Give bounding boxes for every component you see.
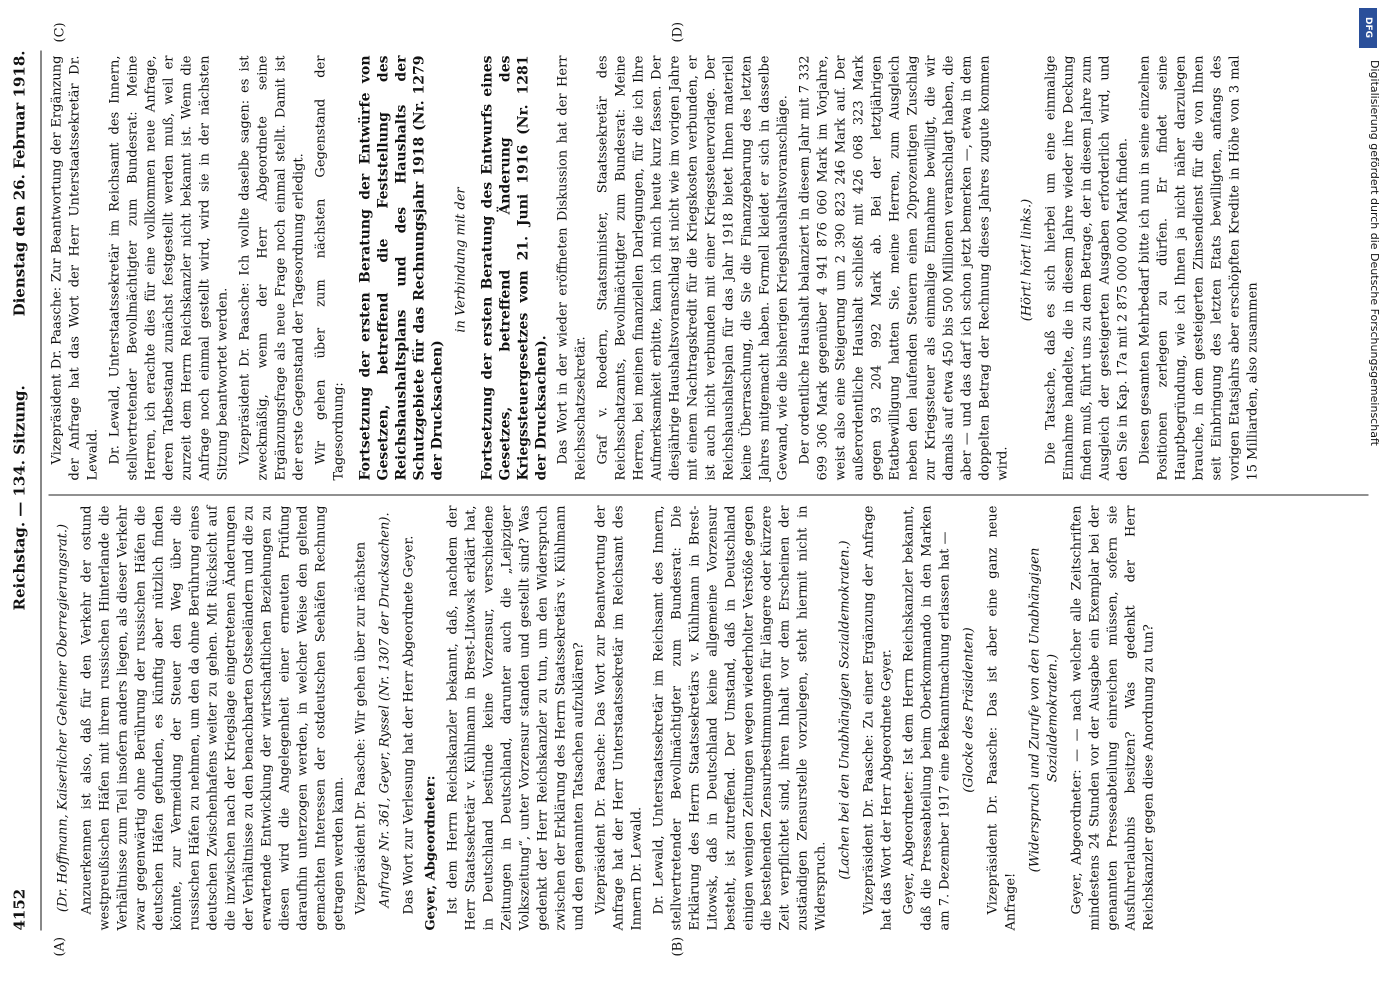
paragraph: Das Wort zur Verlesung hat der Herr Abgeordnete Geyer. — [401, 535, 416, 914]
paragraph: Geyer, Abgeordneter: — — nach welcher alle Zeitschriften mindestens 24 Stunden vor der Ausgabe ein Exemplar bei der genannten Presseabteilung einreichen müssen, sofern sie Ausfuhrerlaubnis besitzen? Was gedenkt der Herr Reichskanzler gegen diese Anordnung zu tun? — [1069, 505, 1156, 930]
agenda-heading: Fortsetzung der ersten Beratung des Entwurfs eines Gesetzes, betreffend Änderung des Kriegssteuergesetzes vom 21. Juni 1916 (Nr. 1281 der Drucksachen). — [479, 55, 549, 480]
paragraph: Vizepräsident Dr. Paasche: Das Wort zur Beantwortung der Anfrage hat der Herr Unterstaatssekretär im Reichsamt des Innern Dr. Lewald. — [593, 505, 644, 930]
paragraph: Ist dem Herrn Reichskanzler bekannt, daß, nachdem der Herr Staatssekretär v. Kühlmann in Brest-Litowsk erklärt hat, in Deutschland bestünde keine Vorzensur, verschiedene Zeitungen in Deutschland, darunter auch die „Leipziger Volkszeitung“, unter Vorzensur standen und gestellt sind? Was gedenkt der Herr Reichskanzler zu tun, um den Widerspruch zwischen der Erklärung des Herrn Staatssekretärs v. Kühlmann und den genannten Tatsachen aufzuklären? — [445, 505, 586, 930]
header-date: Dienstag den 26. Februar 1918. — [10, 50, 28, 316]
paragraph: Vizepräsident Dr. Paasche: Das ist aber eine ganz neue Anfrage! — [985, 505, 1018, 930]
right-column — [48, 55, 1266, 480]
digitization-notice: Digitalisierung gefördert durch die Deutsche Forschungsgemeinschaft — [1368, 60, 1381, 446]
page-header — [0, 50, 41, 930]
speaker-continuation: (Dr. Hoffmann, Kaiserlicher Geheimer Oberregierungsrat.) — [55, 523, 70, 912]
paragraph: Vizepräsident Dr. Paasche: Zur Beantwortung der Ergänzung der Anfrage hat das Wort der Herr Unterstaatssekretär Dr. Lewald. — [49, 55, 100, 480]
margin-marker-b: (B) — [670, 936, 685, 956]
margin-marker-a: (A) — [52, 936, 67, 956]
paragraph: Vizepräsident Dr. Paasche: Ich wollte daselbe sagen: es ist zweckmäßig, wenn der Herr Abgeordnete seine Ergänzungsfrage als neue Frage noch einmal stellt. Damit ist der erste Gegenstand der Tagesordnung erledigt. — [237, 55, 306, 480]
paragraph: Graf v. Roedern, Staatsminister, Staatssekretär des Reichsschatzamts, Bevollmächtigter zum Bundesrat: Meine Herren, bei meinen finanziellen Darlegungen, für die ich Ihre Aufmerksamkeit erbitte, kann ich mich heute kurz fassen. Der diesjährige Haushaltsvoranschlag ist nicht wie im vorigen Jahre mit einem Nachtragskredit für die Kriegskosten verbunden, er ist auch nicht verbunden mit einer Kriegssteuervorlage. Der Reichshaushaltsplan für das Jahr 1918 bietet Ihnen materiell keine Überraschung, die Sie die Finanzgebarung des letzten Jahres mitgemacht haben. Formell kleidet er sich in dasselbe Gewand, wie die bisherigen Kriegshaushaltsvoranschläge. — [595, 55, 790, 480]
paragraph: Wir gehen über zum nächsten Gegenstand der Tagesordnung: — [313, 55, 346, 480]
interjection: (Glocke des Präsidenten) — [961, 626, 976, 793]
paragraph: Diesen gesamten Mehrbedarf bitte ich nun in seine einzelnen Positionen zerlegen zu dürfen. Er findet seine Hauptbegründung, wie ich Ihnen ja nicht näher darzulegen brauche, in dem gesteigerten Zinsendienst für die von Ihnen seit Einbringung des letzten Etats bewilligten, anfangs des vorigen Etatsjahrs aber erschöpften Kredite in Höhe von 3 mal 15 Milliarden, also zusammen — [1137, 55, 1260, 480]
paragraph: Die Tatsache, daß es sich hierbei um eine einmalige Einnahme handelte, die in diesem Jahre wieder ihre Deckung finden muß, führt uns zu dem Betrage, der in diesem Jahre zum Ausgleich der gesteigerten Ausgaben erforderlich wird, und den Sie in Kap. 17a mit 2 875 000 000 Mark finden. — [1043, 55, 1130, 480]
paragraph: Dr. Lewald, Unterstaatssekretär im Reichsamt des Innern, stellvertretender Bevollmächtigter zum Bundesrat: Die Erklärung des Herrn Staatssekretärs v. Kühlmann in Brest-Litowsk, daß in Deutschland keine allgemeine Vorzensur besteht, ist zutreffend. Der Umstand, daß in Deutschland einigen wenigen Zeitungen wegen wiederholter Verstöße gegen die bestehenden Zensurbestimmungen für längere oder kürzere Zeit verpflichtet sind, ihren Inhalt vor dem Erscheinen der zuständigen Zensurstelle vorzulegen, steht hiermit nicht in Widerspruch. — [651, 505, 828, 930]
paragraph: Geyer, Abgeordneter: Ist dem Herrn Reichskanzler bekannt, daß die Presseabteilung beim Oberkommando in den Marken am 7. Dezember 1917 eine Bekanntmachung erlassen hat — — [901, 505, 952, 930]
column-divider — [48, 494, 1368, 495]
margin-marker-c: (C) — [52, 21, 67, 42]
page-number: 4152 — [10, 888, 28, 930]
paragraph: Anzuerkennen ist also, daß für den Verkehr der ostund westpreußischen Häfen mit ihrem russischen Hinterlande die Verhältnisse zum Teil insofern anders liegen, als dieser Verkehr zwar gegenwärtig ohne Berührung der russischen Häfen die deutschen Häfen gefunden, es künftig aber nützlich finden könnte, zur Vermeidung der Steuer den Weg über die russischen Häfen zu nehmen, um den da ohne Berührung eines deutschen Zwischenhafens weiter zu gehen. Mit Rücksicht auf die inzwischen nach der Kriegslage eingetretenen Änderungen der Verhältnisse zu den benachbarten Ostseeländern und die zu erwartende Entwicklung der wirtschaftlichen Beziehungen zu diesen wird die Angelegenheit einer erneuten Prüfung daraufhin unterzogen werden, in welcher Weise den geltend gemachten Interessen der ostdeutschen Seehäfen Rechnung getragen werden kann. — [79, 505, 346, 930]
paragraph: Das Wort in der wieder eröffneten Diskussion hat der Herr Reichsschatzsekretär. — [555, 55, 588, 480]
left-column — [48, 505, 1162, 930]
paragraph: Dr. Lewald, Unterstaatssekretär im Reichsamt des Innern, stellvertretender Bevollmächtigter zum Bundesrat: Meine Herren, ich erachte dies für eine vollkommen neue Anfrage, deren Tatbestand zunächst festgestellt werden muß, weil er zurzeit dem Herrn Reichskanzler nicht bekannt ist. Wenn die Anfrage noch einmal gestellt wird, wird sie in der nächsten Sitzung beantwortet werden. — [107, 55, 230, 480]
interjection: (Lachen bei den Unabhängigen Sozialdemokraten.) — [837, 539, 852, 880]
interjection: (Widerspruch und Zurufe von den Unabhängigen Sozialdemokraten.) — [1027, 547, 1060, 872]
margin-marker-d: (D) — [670, 21, 685, 42]
interjection: (Hört! hört! links.) — [1019, 198, 1034, 321]
speaker-line: Geyer, Abgeordneter: — [423, 775, 438, 930]
paragraph: Vizepräsident Dr. Paasche: Zu einer Ergänzung der Anfrage hat das Wort der Herr Abgeordnete Geyer. — [861, 505, 894, 930]
connector-line: in Verbindung mit der — [453, 186, 468, 333]
header-title: Reichstag. — 134. Sitzung. — [10, 384, 28, 610]
paragraph: Der ordentliche Haushalt balanziert in diesem Jahr mit 7 332 699 306 Mark gegenüber 4 941 876 060 Mark im Vorjahre, weist also eine Steigerung um 2 390 823 246 Mark auf. Der außerordentliche Haushalt schließt mit 426 068 323 Mark gegen 93 204 992 Mark ab. Bei der letztjährigen Etatbewilligung hatten Sie, meine Herren, zum Ausgleich neben den laufenden Steuern einen 20prozentigen Zuschlag zur Kriegssteuer als einmalige Einnahme bewilligt, die wir damals auf etwa 450 bis 500 Millionen veranschlagt haben, die aber — und das darf ich schon jetzt bemerken —, etwa in dem doppelten Betrag der Rechnung dieses Jahres zugute kommen wird. — [797, 55, 1010, 480]
agenda-item: Anfrage Nr. 361, Geyer, Ryssel (Nr. 1307 der Drucksachen). — [377, 511, 392, 908]
agenda-heading: Fortsetzung der ersten Beratung der Entwürfe von Gesetzen, betreffend die Feststellung des Reichshaushaltsplans und des Haushalts der Schutzgebiete für das Rechnungsjahr 1918 (Nr. 1279 der Drucksachen) — [357, 55, 445, 480]
dfg-logo: DFG — [1359, 8, 1377, 48]
paragraph: Vizepräsident Dr. Paasche: Wir gehen über zur nächsten — [353, 541, 368, 914]
